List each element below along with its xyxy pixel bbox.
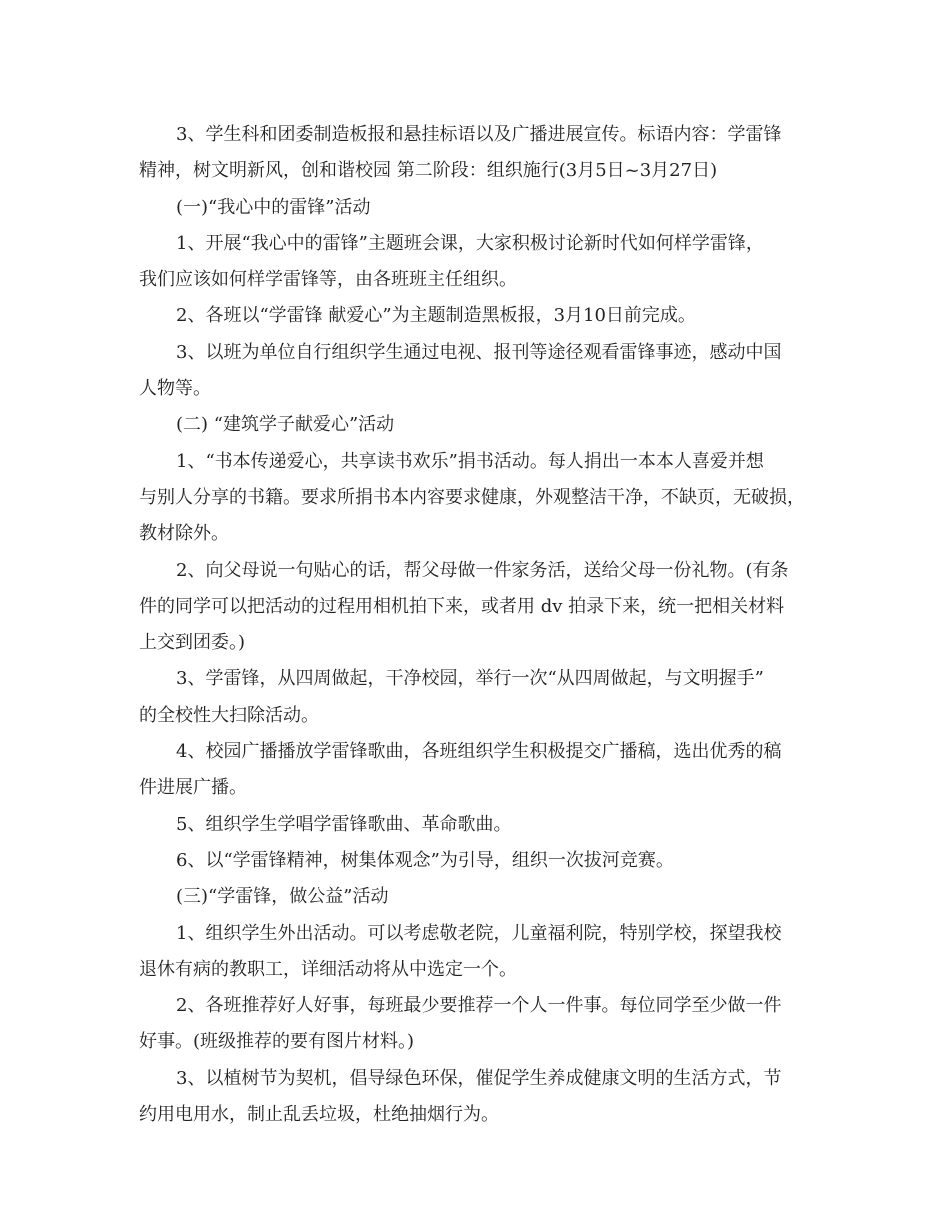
paragraph-item — [139, 843, 819, 879]
paragraph-item — [139, 553, 819, 662]
paragraph-item — [139, 335, 819, 408]
text-line: 退休有病的教职工，详细活动将从中选定一个。 — [139, 958, 517, 980]
paragraph-item — [139, 226, 819, 299]
text-line: 教材除外。 — [139, 523, 229, 545]
paragraph-publicity — [139, 117, 819, 190]
paragraph-item — [139, 916, 819, 989]
text-line: 5、组织学生学唱学雷锋歌曲、革命歌曲。 — [176, 813, 512, 835]
text-line: 6、以“学雷锋精神，树集体观念”为引导，组织一次拔河竞赛。 — [176, 849, 674, 871]
text-line: 上交到团委。) — [139, 632, 246, 654]
text-line: 3、以植树节为契机，倡导绿色环保，催促学生养成健康文明的生活方式，节 — [176, 1067, 782, 1089]
section-heading-1 — [139, 190, 819, 226]
text-line: 2、各班推荐好人好事，每班最少要推荐一个人一件事。每位同学至少做一件 — [176, 995, 782, 1017]
text-line: 人物等。 — [139, 378, 211, 400]
section-heading-text: (二) “建筑学子献爱心”活动 — [176, 414, 395, 436]
paragraph-item — [139, 734, 819, 807]
paragraph-item — [139, 988, 819, 1061]
text-line: 1、开展“我心中的雷锋”主题班会课，大家积极讨论新时代如何样学雷锋， — [176, 232, 764, 254]
section-heading-3 — [139, 879, 819, 915]
section-heading-text: (一)“我心中的雷锋”活动 — [176, 196, 371, 218]
text-line: 3、以班为单位自行组织学生通过电视、报刊等途径观看雷锋事迹，感动中国 — [176, 341, 782, 363]
text-line: 3、学生科和团委制造板报和悬挂标语以及广播进展宣传。标语内容：学雷锋 — [176, 124, 782, 145]
text-line: 件的同学可以把活动的过程用相机拍下来，或者用 dv 拍录下来，统一把相关材料 — [139, 595, 785, 617]
text-line: 3、学雷锋，从四周做起，干净校园，举行一次“从四周做起，与文明握手” — [176, 668, 764, 690]
text-line: 精神，树文明新风，创和谐校园 第二阶段：组织施行(3月5日~3月27日) — [139, 160, 718, 182]
text-line: 我们应该如何样学雷锋等，由各班班主任组织。 — [139, 269, 517, 291]
section-heading-2 — [139, 407, 819, 443]
text-line: 约用电用水，制止乱丢垃圾，杜绝抽烟行为。 — [139, 1104, 499, 1126]
text-line: 与别人分享的书籍。要求所捐书本内容要求健康，外观整洁干净，不缺页，无破损， — [139, 486, 805, 508]
text-line: 1、“书本传递爱心，共享读书欢乐”捐书活动。每人捐出一本本人喜爱并想 — [176, 450, 764, 472]
text-line: 件进展广播。 — [139, 777, 247, 799]
paragraph-item — [139, 807, 819, 843]
paragraph-item — [139, 661, 819, 734]
text-line: 1、组织学生外出活动。可以考虑敬老院，儿童福利院，特别学校，探望我校 — [176, 922, 782, 944]
text-line: 4、校园广播播放学雷锋歌曲，各班组织学生积极提交广播稿，选出优秀的稿 — [176, 741, 782, 763]
paragraph-item — [139, 444, 819, 553]
text-line: 2、各班以“学雷锋 献爱心”为主题制造黑板报，3月10日前完成。 — [176, 305, 696, 327]
paragraph-item — [139, 1061, 819, 1134]
document-body — [139, 117, 819, 1133]
text-line: 2、向父母说一句贴心的话，帮父母做一件家务活，送给父母一份礼物。(有条 — [176, 559, 789, 581]
text-line: 的全校性大扫除活动。 — [139, 704, 319, 726]
section-heading-text: (三)“学雷锋，做公益”活动 — [176, 886, 389, 908]
text-line: 好事。(班级推荐的要有图片材料。) — [139, 1031, 415, 1053]
paragraph-item — [139, 298, 819, 334]
